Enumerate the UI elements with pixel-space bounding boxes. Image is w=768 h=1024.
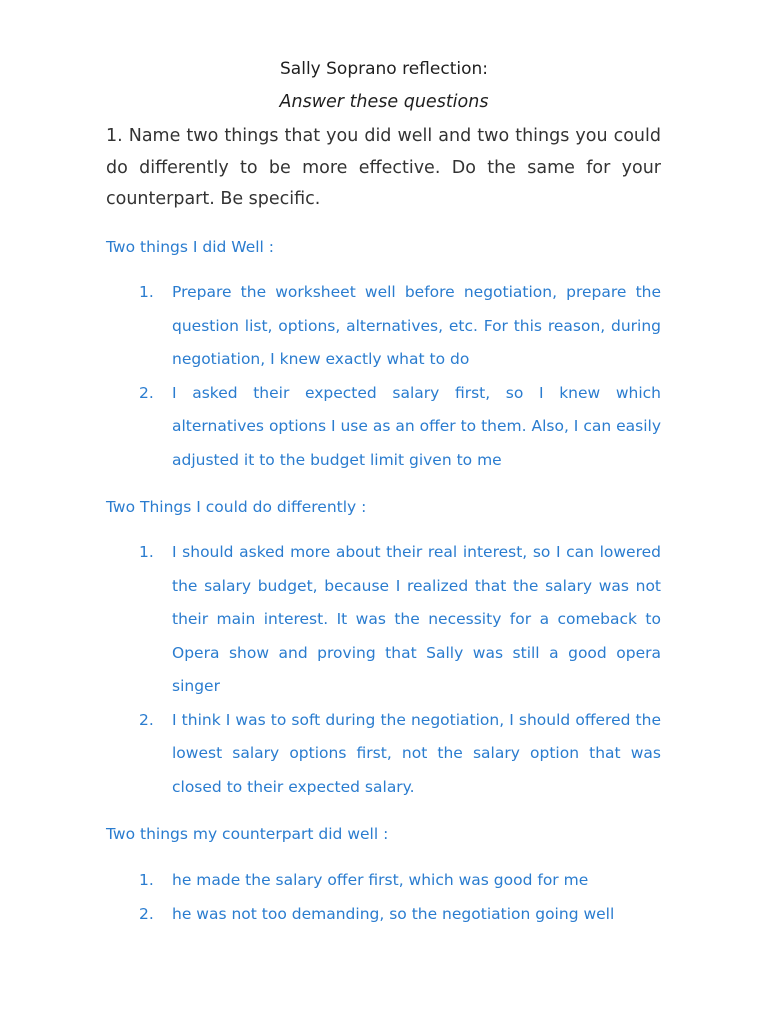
list-item-text: I think I was to soft during the negotiation, I should offered the lowest salary options first, not the salary option that was closed to their expected salary.: [172, 710, 661, 796]
list-item-number: 1.: [139, 543, 154, 561]
list-item: [106, 898, 661, 932]
section-heading-counterpart-did-well: Two things my counterpart did well :: [106, 825, 389, 843]
list-item-text: I should asked more about their real interest, so I can lowered the salary budget, because I realized that the salary was not their main interest. It was the necessity for a comeback to Opera show and proving that Sally was still a good opera singer: [172, 543, 661, 695]
list-item-number: 2.: [139, 710, 154, 729]
question-text: 1. Name two things that you did well and two things you could do differently to be more effective. Do the same for your counterpart. Be specific.: [106, 126, 661, 209]
list-item-number: 2.: [139, 383, 154, 402]
document-title: Sally Soprano reflection:: [280, 59, 488, 79]
document-subtitle: Answer these questions: [279, 92, 489, 112]
list-item-text: Prepare the worksheet well before negotiation, prepare the question list, options, alternatives, etc. For this reason, during negotiation, I knew exactly what to do: [172, 283, 661, 368]
list-item: [106, 377, 661, 478]
list-item: [106, 864, 661, 898]
list-item: [106, 536, 661, 704]
list-counterpart-did-well: [106, 864, 661, 931]
list-item-number: 2.: [139, 904, 154, 923]
list-item-number: 1.: [139, 283, 154, 301]
list-item: [106, 704, 661, 805]
list-item: [106, 276, 661, 377]
section-heading-did-well: Two things I did Well :: [106, 238, 274, 256]
list-item-text: he was not too demanding, so the negotiation going well: [172, 904, 615, 923]
list-item-text: I asked their expected salary first, so I knew which alternatives options I use as an offer to them. Also, I can easily adjusted it to the budget limit given to me: [172, 383, 661, 469]
section-heading-do-differently: Two Things I could do differently :: [106, 498, 367, 516]
list-item-number: 1.: [139, 871, 154, 889]
list-item-text: he made the salary offer first, which was good for me: [172, 871, 589, 889]
list-did-well: [106, 276, 661, 477]
list-do-differently: [106, 536, 661, 804]
